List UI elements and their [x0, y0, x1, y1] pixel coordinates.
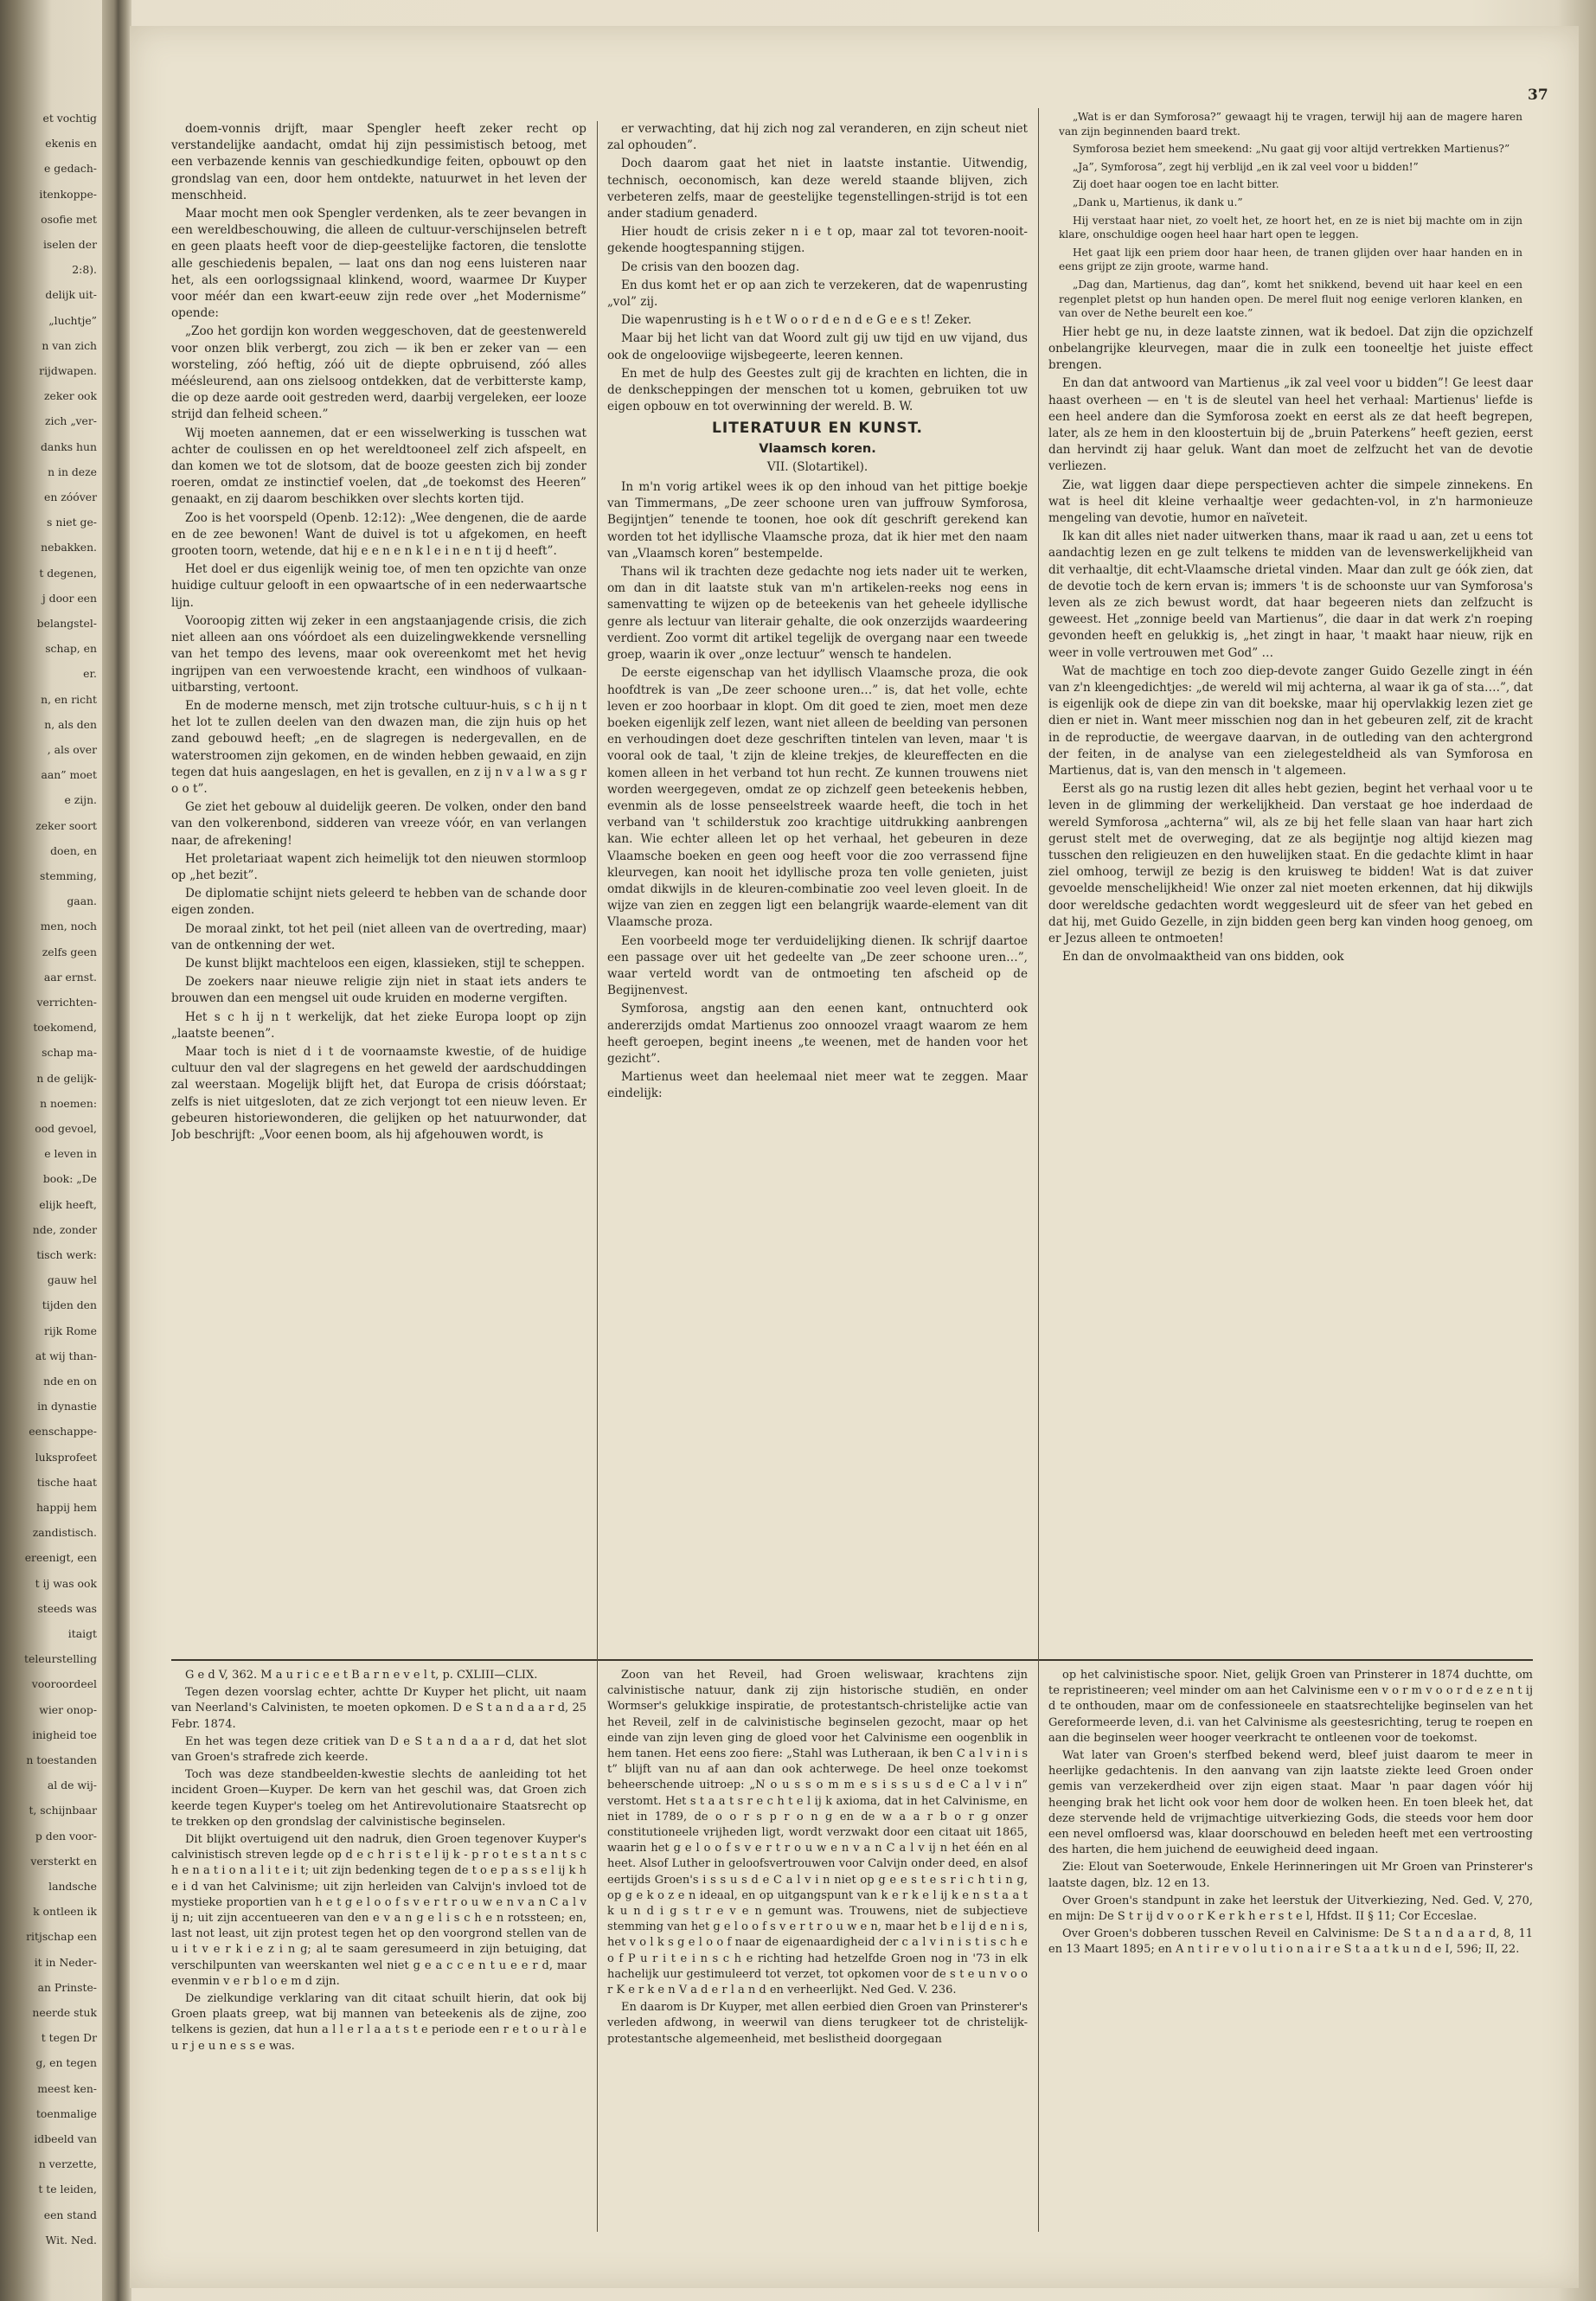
- fragment-line: aan” moet: [41, 768, 97, 781]
- paragraph: „Ja”, Symforosa”, zegt hij verblijd „en ik zal veel voor u bidden!”: [1073, 160, 1419, 173]
- paragraph: De zielkundige verklaring van dit citaat schuilt hierin, dat ook bij Groen plaats greep, wat bij mannen van beteekenis als de zijne, zoo telkens is gezien, dat hun a l l e r l a a t s t e periode een r e t o u r à l e u r j e u n e s s e was.: [171, 1992, 586, 2053]
- fragment-line: j door een: [42, 592, 97, 605]
- paragraph: Het s c h ij n t werkelijk, dat het zieke Europa loopt op zijn „laatste beenen”.: [171, 1009, 586, 1041]
- fragment-line: belangstel-: [36, 617, 97, 630]
- fragment-line: n toestanden: [26, 1753, 97, 1766]
- fragment-line: e leven in: [44, 1147, 97, 1160]
- fragment-line: en zóóver: [44, 490, 97, 503]
- column-1-bottom: [171, 1668, 586, 2230]
- fragment-line: rijk Rome: [43, 1324, 97, 1337]
- fragment-line: schap, en: [45, 642, 97, 655]
- section-divider: [171, 1659, 1533, 1661]
- fragment-line: e zijn.: [64, 793, 97, 806]
- paragraph: De moraal zinkt, tot het peil (niet alleen van de overtreding, maar) van de ontkenning der wet.: [171, 921, 586, 952]
- fragment-line: 2:8).: [72, 263, 97, 276]
- paragraph: Thans wil ik trachten deze gedachte nog iets nader uit te werken, om dan in dit laatste stuk van m'n artikelen-reeks nog eens in samenvatting te wijzen op de beteekenis van het geheele idyllische genre als lectuur van literair gehalte, die ook onzerzijds waardeering verdient. Zoo vormt dit artikel tegelijk de overgang naar een tweede groep, waarin ik over „onze lectuur” wensch te handelen.: [607, 565, 1028, 663]
- fragment-line: schap ma-: [42, 1046, 97, 1059]
- paragraph: „Zoo het gordijn kon worden weggeschoven, dat de geestenwereld voor onzen blik verbergt, zou zich — ik ben er zeker van — een worsteling, zóó heftig, zóó uit de diepte opbruisend, zóó alles méésleurend, aan ons zielsoog ontdekken, dat de verbitterste kamp, die op deze aarde ooit gestreden werd, daarbij vergeleken, eer looze strijd dan felheid scheen.”: [171, 324, 586, 422]
- column-3-bottom: [1048, 1668, 1533, 2230]
- fragment-line: wier onop-: [39, 1703, 97, 1716]
- fragment-line: men, noch: [40, 920, 97, 933]
- paragraph: En daarom is Dr Kuyper, met allen eerbied dien Groen van Prinsterer's verleden afdwong, in weerwil van diens terugkeer tot de christelijk-protestantsche algemeenheid, met beslistheid doorgegaan: [607, 2001, 1028, 2046]
- fragment-line: iselen der: [42, 238, 97, 251]
- fragment-line: luksprofeet: [35, 1451, 97, 1464]
- fragment-line: zeker ook: [44, 389, 97, 402]
- paragraph: Zoon van het Reveil, had Groen weliswaar, krachtens zijn calvinistische natuur, dank zij zijn historische studiën, en onder Wormser's gelukkige inspiratie, de protestantsch-christelijke actie van het Reveil, zelf in de calvinistische beginselen gezocht, maar op het einde van zijn leven ging de gloed voor het Calvinisme een oogenblik in hem tanen. Het eens zoo fiere: „Stahl was Lutheraan, ik ben C a l v i n i s t” blijft van nu af aan dan ook achterwege. De heel onze toekomst beheerschende uitroep: „N o u s s o m m e s i s s u s d e C a l v i n” verstomt. Het s t a a t s r e c h t e l ij k axioma, dat in het Calvinisme, en niet in 1789, de o o r s p r o n g en de w a a r b o r g onzer constitutioneele vrijheden ligt, wordt verzwakt door een citaat uit 1865, waarin het g e l o o f s v e r t r o u w e n v a n C a l v ij n het één en al heet. Alsof Luther in geloofsvertrouwen voor Calvijn onder deed, en alsof eertijds Groen's i s s u s d e C a l v i n niet op g e e s t e s r i c h t i n g, op g e k o z e n ideaal, en op uitgangspunt van k e r k e l ij k e n s t a a t k u n d i g s t r e v e n gemunt was. Trouwens, niet de subjectieve stemming van het g e l o o f s v e r t r o u w e n, maar het b e l ij d e n i s, het v o l k s g e l o o f naar de eigenaardigheid der c a l v i n i s t i s c h e o f P u r i t e i n s c h e richting had hetzelfde Groen nog in '73 in elk hachelijk uur gestimuleerd tot verzet, tot opkomen voor de s t e u n v o o r K e r k e n V a d e r l a n d en verheerlijkt. Ned Ged. V. 236.: [607, 1669, 1028, 1997]
- fragment-line: t tegen Dr: [41, 2031, 97, 2044]
- fragment-line: elijk heeft,: [39, 1198, 97, 1211]
- paragraph: En dan dat antwoord van Martienus „ik zal veel voor u bidden”! Ge leest daar haast overheen — en 't is de sleutel van heel het verhaal: Martienus' liefde is een heel andere dan die Symforosa zoekt en eerst als ze dat heeft begrepen, later, als ze hem in den kloostertuin bij de „bruin Paterkens” heeft gezien, eerst dan hervindt zij haar geluk. Want dan moet de zelfzucht het van de devotie verliezen.: [1048, 376, 1533, 474]
- paragraph: Het gaat lijk een priem door haar heen, de tranen glijden over haar handen en in eens grijpt ze zijn groote, warme hand.: [1059, 246, 1522, 273]
- fragment-line: al de wij-: [47, 1779, 97, 1791]
- section-number: VII. (Slotartikel).: [766, 459, 869, 474]
- paragraph: Toch was deze standbeelden-kwestie slechts de aanleiding tot het incident Groen—Kuyper. De kern van het geschil was, dat Groen zich keerde tegen Kuyper's toeleg om het Antirevolutionaire Staatsrecht op te trekken op den grondslag der calvinistische beginselen.: [171, 1768, 586, 1829]
- fragment-line: an Prinste-: [37, 1981, 97, 1994]
- fragment-line: zelfs geen: [42, 945, 97, 958]
- paragraph: Het doel er dus eigenlijk weinig toe, of men ten opzichte van onze huidige cultuur gelooft in een opwaartsche of in een nederwaartsche lijn.: [171, 562, 586, 610]
- fragment-line: t, schijnbaar: [29, 1804, 97, 1817]
- paragraph: Maar toch is niet d i t de voornaamste kwestie, of de huidige cultuur den val der slagregens en het geweld der aardschuddingen zal weerstaan. Mogelijk blijft het, dat Europa de crisis dóórstaat; zelfs is niet uitgesloten, dat ze zich verjongt tot een nieuw leven. Er gebeuren historiewonderen, die gelijken op het natuurwonder, dat Job beschrijft: „Voor eenen boom, als hij afgehouwen wordt, is: [171, 1044, 586, 1142]
- fragment-line: vooroordeel: [31, 1677, 97, 1690]
- facing-page-fragment: [0, 0, 99, 2301]
- column-rule: [1038, 108, 1039, 2232]
- paragraph: Het proletariaat wapent zich heimelijk tot den nieuwen stormloop op „het bezit”.: [171, 851, 586, 882]
- paragraph: Symforosa beziet hem smeekend: „Nu gaat gij voor altijd vertrekken Martienus?”: [1073, 143, 1510, 156]
- fragment-line: n noemen:: [40, 1097, 97, 1110]
- paragraph: „Wat is er dan Symforosa?” gewaagt hij te vragen, terwijl hij aan de magere haren van zijn beginnenden baard trekt.: [1059, 111, 1522, 138]
- fragment-line: osofie met: [41, 213, 97, 226]
- literature-article: [607, 479, 1028, 1103]
- literature-commentary: [1048, 324, 1533, 966]
- fragment-line: verrichten-: [36, 996, 97, 1009]
- fragment-line: n in deze: [48, 465, 97, 478]
- paragraph: er verwachting, dat hij zich nog zal veranderen, en zijn scheut niet zal ophouden”.: [607, 122, 1028, 153]
- section-title: LITERATUUR EN KUNST.: [712, 420, 923, 438]
- fragment-line: ereenigt, een: [24, 1551, 97, 1564]
- page-number: 37: [1528, 87, 1548, 104]
- fragment-line: gauw hel: [47, 1273, 97, 1286]
- fragment-line: n van zich: [42, 339, 97, 352]
- paragraph: Een voorbeeld moge ter verduidelijking dienen. Ik schrijf daartoe een passage over uit het gedeelte van „De zeer schoone uren…”, waar verteld wordt van de ontmoeting ten afscheid op de Begijnenvest.: [607, 933, 1028, 998]
- fragment-line: ekenis en: [45, 137, 97, 150]
- fragment-line: itenkoppe-: [39, 188, 97, 201]
- fragment-line: g, en tegen: [35, 2056, 97, 2069]
- paragraph: Doch daarom gaat het niet in laatste instantie. Uitwendig, technisch, oeconomisch, kan deze wereld staande blijven, zich verbeteren zelfs, maar de geestelijke tegenstellingen-strijd is tot een ander stadium genaderd.: [607, 157, 1028, 221]
- column-rule: [597, 121, 598, 2232]
- paragraph: En met de hulp des Geestes zult gij de krachten en lichten, die in de denkscheppingen der menschen tot u komen, gebruiken tot uw eigen opbouw en tot overwinning der wereld. B. W.: [607, 366, 1028, 414]
- fragment-line: et vochtig: [42, 112, 97, 125]
- paragraph: Dit blijkt overtuigend uit den nadruk, dien Groen tegenover Kuyper's calvinistisch streven legde op d e c h r i s t e l ij k - p r o t e s t a n t s c h e n a t i o n a l i t e i t; uit zijn bedenking tegen de t o e p a s s e l ij k h e i d van het Calvinisme; uit zijn herleiden van Calvijn's invloed tot de mystieke proportien van h e t g e l o o f s v e r t r o u w e n v a n C a l v ij n; uit zijn accentueeren van den e v a n g e l i s c h e n rotssteen; en, last not least, uit zijn protest tegen het op den voorgrond stellen van de u i t v e r k i e z i n g; al te saam geresumeerd in zijn betuiging, dat verschilpunten van weerskanten wel niet g e a c c e n t u e e r d, maar evenmin v e r b l o e m d zijn.: [171, 1833, 586, 1988]
- fragment-line: zich „ver-: [45, 414, 97, 427]
- section-subtitle: Vlaamsch koren.: [759, 441, 876, 456]
- paragraph: Over Groen's standpunt in zake het leerstuk der Uitverkiezing, Ned. Ged. V, 270, en mijn: De S t r ij d v o o r K e r k h e r s t e l, Hfdst. II § 11; Cor Ecceslae.: [1048, 1894, 1533, 1924]
- fragment-line: , als over: [47, 743, 97, 756]
- paragraph: Wat de machtige en toch zoo diep-devote zanger Guido Gezelle zingt in één van z'n kleengedichtjes: „de wereld wil mij achterna, al waar ik ga of sta….”, dat is eigenlijk ook de diepe zin van dit boekske, maar hij opervlakkig lezen ziet ge dien er niet in. Want meer misschien nog dan in het gebeuren zelf, zit de kracht in de reproductie, de weergave daarvan, in de outleding van den achtergrond der feiten, in de analyse van een zielegesteldheid als van Symforosa en Martienus, dat is, van den mensch in 't algemeen.: [1048, 663, 1533, 778]
- fragment-line: steeds was: [37, 1602, 97, 1615]
- fragment-line: tijden den: [42, 1298, 97, 1311]
- fragment-line: n verzette,: [38, 2157, 97, 2170]
- paragraph: In m'n vorig artikel wees ik op den inhoud van het pittige boekje van Timmermans, „De zeer schoone uren van juffrouw Symforosa, Begijntjen” tenende te toonen, hoe ook dít geschrift gerekend kan worden tot het idyllische Vlaamsche proza, dat ik hier met den naam van „Vlaamsch koren” bestempelde.: [607, 480, 1028, 561]
- fragment-line: k ontleen ik: [33, 1905, 97, 1918]
- paragraph: Vooroopig zitten wij zeker in een angstaanjagende crisis, die zich niet alleen aan ons vóórdoet als een duizelingwekkende versnelling van het tempo des levens, maar ook overeenkomt met het hevig ingrijpen van een verwoestende kracht, een windhoos of vulkaan-uitbarsting, vertoont.: [171, 613, 586, 695]
- fragment-line: danks hun: [40, 440, 97, 453]
- fragment-line: zandistisch.: [32, 1526, 97, 1539]
- paragraph: De zoekers naar nieuwe religie zijn niet in staat iets anders te brouwen dan een mengsel uit oude kruiden en moderne vergiften.: [171, 975, 586, 1006]
- fragment-line: itaigt: [67, 1627, 97, 1640]
- fragment-line: Wit. Ned.: [45, 2234, 97, 2247]
- paragraph: Over Groen's dobberen tusschen Reveil en Calvinisme: De S t a n d a a r d, 8, 11 en 13 Maart 1895; en A n t i r e v o l u t i o n a i r e S t a a t k u n d e I, 596; II, 22.: [1048, 1927, 1533, 1957]
- fragment-line: happij hem: [35, 1501, 97, 1514]
- fragment-line: idbeeld van: [34, 2132, 97, 2145]
- paragraph: De eerste eigenschap van het idyllisch Vlaamsche proza, die ook hoofdtrek is van „De zeer schoone uren…” is, dat het volle, echte leven er zoo hoorbaar in klopt. Om dit goed te zien, moet men deze boeken eigenlijk zelf lezen, want niet alleen de beelding van personen en verhoudingen doet deze geschriften tintelen van leven, maar 't is vooral ook de taal, 't zijn de kleine trekjes, de kleureffecten en die komen alleen in het verband tot hun recht. Ze kunnen trouwens niet worden weergegeven, omdat ze op zichzelf geen beteekenis hebben, evenmin als de losse penseelstreek waarde heeft, die toch in het verband van 't schilderstuk zoo krachtige uitdrukking aanbrengen kan. Wie echter alleen let op het verhaal, het gebeuren in deze Vlaamsche boeken en geen oog heeft voor die zoo verrassend fijne kleurvegen, kan nooit het idyllische proza ten volle genieten, juist omdat dikwijls in de kleuren-combinatie zoo veel leven gloeit. In de wijze van zien en zeggen ligt een belangrijk waarde-element van dit Vlaamsche proza.: [607, 666, 1028, 930]
- fragment-line: ritjschap een: [26, 1930, 97, 1943]
- fragment-line: een stand: [43, 2208, 97, 2221]
- fragment-line: er.: [83, 667, 97, 680]
- fragment-line: t ij was ook: [35, 1577, 97, 1590]
- fragment-line: nde, zonder: [32, 1223, 97, 1236]
- fragment-line: toekomend,: [33, 1021, 97, 1034]
- fragment-line: n, als den: [44, 718, 97, 731]
- fragment-line: it in Neder-: [34, 1956, 97, 1969]
- fragment-line: p den voor-: [35, 1830, 97, 1843]
- column-3-top: [1048, 108, 1533, 1652]
- newspaper-page: [130, 26, 1579, 2288]
- paragraph: Zij doet haar oogen toe en lacht bitter.: [1073, 178, 1279, 191]
- paragraph: Zie: Elout van Soeterwoude, Enkele Herinneringen uit Mr Groen van Prinsterer's laatste dagen, blz. 12 en 13.: [1048, 1861, 1533, 1890]
- fragment-line: „luchtje”: [48, 314, 97, 327]
- fragment-line: teleurstelling: [24, 1652, 97, 1665]
- paragraph: De crisis van den boozen dag.: [621, 260, 800, 274]
- paragraph: En dus komt het er op aan zich te verzekeren, dat de wapenrusting „vol” zij.: [607, 278, 1028, 310]
- paragraph: Symforosa, angstig aan den eenen kant, ontnuchterd ook andererzijds omdat Martienus zoo onnoozel vraagt waarom ze hem heeft geroepen, begint ineens „te weenen, met de handen voor het gezicht”.: [607, 1002, 1028, 1066]
- fragment-line: book: „De: [42, 1172, 97, 1185]
- book-spine: [102, 0, 131, 2301]
- paragraph: Eerst als go na rustig lezen dit alles hebt gezien, begint het verhaal voor u te leven in de glimming der werkelijkheid. Dan verstaat ge hoe inderdaad de wereld Symforosa „achterna” wil, als ze bij het felle slaan van haar hart zich gerust stelt met de overweging, dat ze als begijntje nog altijd kiezen mag tusschen den religieuzen en den huwelijken staat. En die gedachte klimt in haar ziel omhoog, terwijl ze bezig is den kruisweg te bidden! Wat is dat zuiver gevoelde menschelijkheid! Wie onzer zal niet moeten erkennen, dat hij dikwijls door wereldsche gedachten wordt weggesleurd uit de sfeer van het gebed en dat hij, met Guido Gezelle, in zijn bidden geen berg kan vinden hoog genoeg, om er Jezus alleen te ontmoeten!: [1048, 782, 1533, 946]
- fragment-line: eenschappe-: [29, 1425, 97, 1438]
- paragraph: En het was tegen deze critiek van D e S t a n d a a r d, dat het slot van Groen's strafrede zich keerde.: [171, 1734, 586, 1765]
- fragment-line: s niet ge-: [47, 516, 97, 529]
- paragraph: Die wapenrusting is h e t W o o r d e n d e G e e s t! Zeker.: [621, 313, 972, 328]
- fragment-line: delijk uit-: [45, 288, 97, 301]
- fragment-line: nde en on: [43, 1375, 97, 1388]
- fragment-line: inigheid toe: [32, 1728, 97, 1741]
- paragraph: „Dank u, Martienus, ik dank u.”: [1073, 195, 1243, 208]
- paragraph: De kunst blijkt machteloos een eigen, klassieken, stijl te scheppen.: [185, 956, 586, 971]
- fragment-line: aar ernst.: [43, 971, 97, 984]
- fragment-line: in dynastie: [37, 1400, 97, 1413]
- paragraph: Zoo is het voorspeld (Openb. 12:12): „Wee dengenen, die de aarde en de zee bewonen! Want de duivel is tot u afgekomen, en heeft grooten toorn, wetende, dat hij e e n e n k l e i n e n t ij d heeft”.: [171, 510, 586, 559]
- paragraph: Ge ziet het gebouw al duidelijk geeren. De volken, onder den band van den volkerenbond, sidderen van vreeze vóór, en van verlangen naar, de afrekening!: [171, 800, 586, 848]
- fragment-line: t te leiden,: [38, 2182, 97, 2195]
- paragraph: De diplomatie schijnt niets geleerd te hebben van de schande door eigen zonden.: [171, 887, 586, 918]
- paragraph: En dan de onvolmaaktheid van ons bidden, ook: [1062, 950, 1344, 965]
- paragraph: „Dag dan, Martienus, dag dan”, komt het snikkend, bevend uit haar keel en een regenplet pletst op hun handen open. De merel fluit nog eenige verloren klanken, en van over de Nethe beurelt een koe.”: [1059, 278, 1522, 320]
- fragment-line: landsche: [48, 1880, 97, 1893]
- paragraph: Hij verstaat haar niet, zo voelt het, ze hoort het, en ze is niet bij machte om in zijn klare, onschuldige oogen heel haar hart open te leggen.: [1059, 214, 1522, 241]
- fragment-line: versterkt en: [30, 1855, 97, 1868]
- fragment-line: t degenen,: [39, 567, 97, 580]
- fragment-line: n, en richt: [41, 693, 97, 706]
- paragraph: Ik kan dit alles niet nader uitwerken thans, maar ik raad u aan, zet u eens tot aandachtig lezen en ge zult telkens te midden van de levenswerkelijkheid van dit verhaaltje, dit echt-Vlaamsche drietal vinden. Maar dan zult ge óók zien, dat de devotie toch de kern ervan is; immers 't is de schoonste uur van Symforosa's leven als ze zich bewust wordt, dat haar begeeren niets dan zelfzucht is geweest. Het „zonnige beeld van Martienus”, die daar in dat werk z'n roeping gevonden heeft en gelukkig is, „het zingt in haar, 't maakt haar nieuw, rijk en weer in volle vertrouwen met God” …: [1048, 529, 1533, 660]
- fragment-line: e gedach-: [44, 162, 97, 175]
- fragment-line: zeker soort: [35, 819, 97, 832]
- editorial-conclusion: [607, 121, 1028, 415]
- paragraph: En de moderne mensch, met zijn trotsche cultuur-huis, s c h ij n t het lot te zullen deelen van den dwazen man, die zijn huis op het zand gebouwd heeft; „en de slagregen is nedergevallen, en de waterstroomen zijn gekomen, en de winden hebben gewaaid, en zijn tegen dat huis aangeslagen, en het is gevallen, en z ij n v a l w a s g r o o t”.: [171, 698, 586, 796]
- paragraph: Hier hebt ge nu, in deze laatste zinnen, wat ik bedoel. Dat zijn die opzichzelf onbelangrijke kleurvegen, maar die in zulk een tooneeltje het juiste effect brengen.: [1048, 324, 1533, 373]
- fragment-line: ood gevoel,: [35, 1122, 97, 1135]
- paragraph: doem-vonnis drijft, maar Spengler heeft zeker recht op verstandelijke aandacht, omdat hij zijn pessimistisch betoog, met een verbazende kennis van geschiedkundige feiten, opbouwt op den grondslag van een, door hem ontdekte, natuurwet in het leven der menschheid.: [171, 122, 586, 202]
- paragraph: op het calvinistische spoor. Niet, gelijk Groen van Prinsterer in 1874 duchtte, om te repristineeren; veel minder om aan het Calvinisme een v o r m v o o r d e z e n t ij d te onthouden, maar om de confessioneele en staatsrechtelijke beginselen van het Gereformeerde leven, d.i. van het Calvinisme als geestesrichting, terug te roepen en aan die beginselen weer hooger veerkracht te ontleenen voor de toekomst.: [1048, 1669, 1533, 1745]
- paragraph: Martienus weet dan heelemaal niet meer wat te zeggen. Maar eindelijk:: [607, 1070, 1028, 1101]
- fragment-line: tische haat: [36, 1476, 97, 1489]
- fragment-line: gaan.: [67, 894, 97, 907]
- paragraph: Hier houdt de crisis zeker n i e t op, maar zal tot tevoren-nooit-gekende hoogtespanning stijgen.: [607, 225, 1028, 256]
- paragraph: G e d V, 362. M a u r i c e e t B a r n e v e l t, p. CXLIII—CLIX.: [185, 1669, 538, 1682]
- paragraph: Wat later van Groen's sterfbed bekend werd, bleef juist daarom te meer in heerlijke gedachtenis. In den aanvang van zijn laatste ziekte leed Groen onder gemis van verzekerdheid over zijn eigen staat. Maar 'n paar dagen vóór hij heenging brak het licht ook voor hem door de wolken heen. En toen bleek het, dat deze stervende held de vrijmachtige uitverkiezing Gods, die steeds voor hem door een nevel omfloersd was, klaar doorschouwd en beleden heeft met een vertroosting des harten, die hem juichend de eeuwigheid deed ingaan.: [1048, 1749, 1533, 1857]
- paragraph: Maar bij het licht van dat Woord zult gij uw tijd en uw vijand, dus ook de ongelooviige wijsbegeerte, leeren kennen.: [607, 331, 1028, 362]
- fragment-line: at wij than-: [35, 1349, 97, 1362]
- paragraph: Tegen dezen voorslag echter, achtte Dr Kuyper het plicht, uit naam van Neerland's Calvinisten, te moeten opkomen. D e S t a n d a a r d, 25 Febr. 1874.: [171, 1686, 586, 1731]
- paragraph: Maar mocht men ook Spengler verdenken, als te zeer bevangen in een wereldbeschouwing, die alleen de cultuur-verschijnselen betreft en geen plaats heeft voor de diep-geestelijke factoren, die tenslotte alle geschiedenis bepalen, — laat ons dan nog eens luisteren naar het, als een oorlogssignaal klinkend, woord, waarmee Dr Kuyper voor méér dan een kwart-eeuw zijn rede over „het Modernisme” opende:: [171, 207, 586, 321]
- fragment-line: doen, en: [50, 844, 97, 857]
- column-1-top: [171, 121, 586, 1652]
- quoted-passage: [1048, 110, 1533, 321]
- fragment-line: tisch werk:: [36, 1248, 97, 1261]
- column-2-bottom: [607, 1668, 1028, 2230]
- fragment-line: n de gelijk-: [36, 1072, 97, 1085]
- fragment-line: toenmalige: [35, 2107, 97, 2120]
- paragraph: Zie, wat liggen daar diepe perspectieven achter die simpele zinnekens. En wat is heel dit kleine verhaaltje weer gedachten-vol, in z'n harmonieuze mengeling van devotie, humor en naïveteit.: [1048, 478, 1533, 525]
- fragment-line: nebakken.: [41, 541, 97, 554]
- fragment-line: meest ken-: [37, 2082, 97, 2095]
- paragraph: Wij moeten aannemen, dat er een wisselwerking is tusschen wat achter de coulissen en op het wereldtooneel zelf zich afspeelt, en dan komen we tot de slotsom, dat de booze geesten zich bij zonder roeren, omdat ze instinctief voelen, dat „de toekomst des Heeren” genaakt, en zij daarom beschikken over slechts korten tijd.: [171, 426, 586, 507]
- fragment-line: rijdwapen.: [39, 364, 97, 377]
- fragment-line: stemming,: [40, 869, 97, 882]
- column-2-top: [607, 121, 1028, 1652]
- fragment-line: neerde stuk: [32, 2006, 97, 2019]
